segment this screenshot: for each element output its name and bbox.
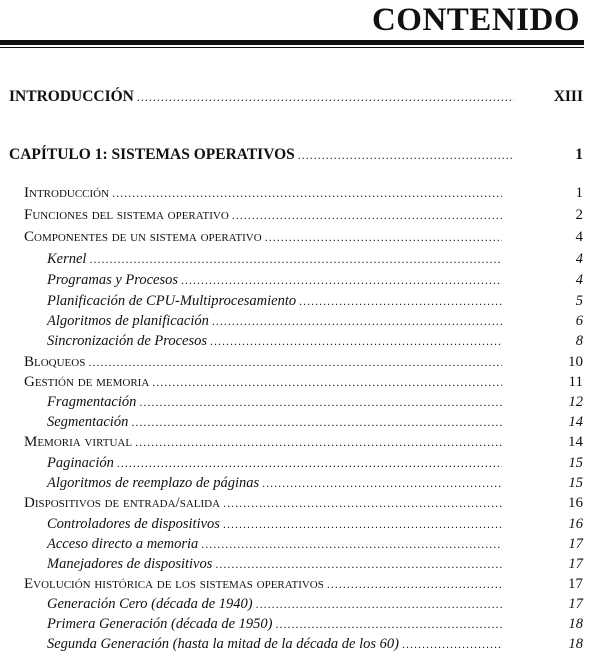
toc-entry-memoria-virtual[interactable] (0, 434, 600, 451)
leader-dots (117, 456, 502, 471)
leader-dots (215, 557, 502, 572)
toc-page: 6 (575, 313, 583, 329)
toc-page: 16 (568, 516, 583, 532)
toc-label: Generación Cero (década de 1940) (47, 596, 253, 612)
toc-entry-planificacion-cpu[interactable] (0, 293, 600, 310)
toc-label: Segmentación (47, 414, 129, 430)
toc-label: Algoritmos de planificación (47, 313, 209, 329)
leader-dots (298, 148, 514, 163)
toc-label: Programas y Procesos (47, 272, 179, 288)
leader-dots (223, 496, 502, 511)
toc-page: 17 (568, 576, 583, 592)
leader-dots (299, 294, 502, 309)
toc-entry-introduccion[interactable] (0, 88, 600, 106)
title-rule-thick (0, 40, 584, 45)
leader-dots (201, 537, 502, 552)
toc-entry-dispositivos-es[interactable] (0, 495, 600, 512)
toc-label: Kernel (47, 251, 87, 267)
toc-label: Planificación de CPU-Multiprocesamiento (47, 293, 297, 309)
toc-label: Controladores de dispositivos (47, 516, 220, 532)
toc-entry-paginacion[interactable] (0, 455, 600, 472)
toc-page: 12 (568, 394, 583, 410)
toc-label: CAPÍTULO 1: SISTEMAS OPERATIVOS (9, 146, 295, 163)
toc-label: INTRODUCCIÓN (9, 88, 134, 105)
leader-dots (131, 415, 502, 430)
toc-page: 18 (568, 616, 583, 632)
toc-label: Segunda Generación (hasta la mitad de la década de los 60) (47, 636, 399, 652)
leader-dots (212, 314, 502, 329)
leader-dots (256, 597, 502, 612)
leader-dots (152, 375, 502, 390)
leader-dots (135, 435, 502, 450)
leader-dots (139, 395, 502, 410)
toc-page: 17 (568, 556, 583, 572)
toc-entry-segunda-generacion[interactable] (0, 636, 600, 653)
toc-entry-acceso-directo[interactable] (0, 536, 600, 553)
toc-entry-funciones[interactable] (0, 207, 600, 224)
toc-label: Memoria virtual (24, 434, 133, 450)
toc-entry-primera-generacion[interactable] (0, 616, 600, 633)
toc-page: 11 (568, 374, 583, 390)
toc-entry-gestion-memoria[interactable] (0, 374, 600, 391)
toc-entry-programas[interactable] (0, 272, 600, 289)
toc-label: Dispositivos de entrada/salida (24, 495, 221, 511)
toc-page: 16 (568, 495, 583, 511)
toc-page: 17 (568, 596, 583, 612)
leader-dots (232, 208, 502, 223)
leader-dots (402, 637, 502, 652)
toc-entry-introduccion-sec[interactable] (0, 185, 600, 202)
toc-page: 5 (575, 293, 583, 309)
leader-dots (89, 252, 502, 267)
toc-page: 4 (575, 251, 583, 267)
toc-page: 15 (568, 475, 583, 491)
toc-page: 1 (575, 185, 583, 201)
toc-label: Evolución histórica de los sistemas operativos (24, 576, 324, 592)
toc-page: 14 (568, 434, 583, 450)
toc-page: 2 (575, 207, 583, 223)
toc-label: Algoritmos de reemplazo de páginas (47, 475, 260, 491)
toc-entry-controladores[interactable] (0, 516, 600, 533)
page-title: CONTENIDO (371, 2, 580, 38)
toc-page: XIII (553, 88, 583, 105)
toc-page: 4 (575, 229, 583, 245)
toc-page: 4 (575, 272, 583, 288)
leader-dots (112, 186, 502, 201)
leader-dots (327, 577, 502, 592)
leader-dots (210, 334, 502, 349)
toc-entry-sincronizacion[interactable] (0, 333, 600, 350)
toc-label: Fragmentación (47, 394, 137, 410)
toc-entry-bloqueos[interactable] (0, 354, 600, 371)
toc-entry-manejadores[interactable] (0, 556, 600, 573)
toc-label: Introducción (24, 185, 110, 201)
toc-label: Paginación (47, 455, 114, 471)
leader-dots (223, 517, 502, 532)
toc-page: 10 (568, 354, 583, 370)
leader-dots (88, 355, 502, 370)
toc-label: Bloqueos (24, 354, 86, 370)
toc-label: Sincronización de Procesos (47, 333, 208, 349)
toc-label: Primera Generación (década de 1950) (47, 616, 273, 632)
toc-entry-generacion-cero[interactable] (0, 596, 600, 613)
toc-page: 14 (568, 414, 583, 430)
leader-dots (265, 230, 502, 245)
toc-entry-capitulo-1[interactable] (0, 146, 600, 164)
leader-dots (181, 273, 502, 288)
toc-entry-algoritmos-planificacion[interactable] (0, 313, 600, 330)
leader-dots (276, 617, 503, 632)
title-rule-thin (0, 47, 584, 48)
toc-label: Acceso directo a memoria (47, 536, 199, 552)
toc-entry-kernel[interactable] (0, 251, 600, 268)
toc-label: Funciones del sistema operativo (24, 207, 229, 223)
leader-dots (137, 90, 514, 105)
toc-entry-evolucion[interactable] (0, 576, 600, 593)
toc-entry-segmentacion[interactable] (0, 414, 600, 431)
toc-page: 18 (568, 636, 583, 652)
toc-label: Gestión de memoria (24, 374, 150, 390)
toc-entry-fragmentacion[interactable] (0, 394, 600, 411)
toc-label: Componentes de un sistema operativo (24, 229, 262, 245)
toc-page: 17 (568, 536, 583, 552)
leader-dots (262, 476, 502, 491)
toc-page: 8 (575, 333, 583, 349)
toc-page: 1 (575, 146, 583, 163)
toc-page: 15 (568, 455, 583, 471)
toc-entry-reemplazo-paginas[interactable] (0, 475, 600, 492)
toc-entry-componentes[interactable] (0, 229, 600, 246)
toc-label: Manejadores de dispositivos (47, 556, 213, 572)
